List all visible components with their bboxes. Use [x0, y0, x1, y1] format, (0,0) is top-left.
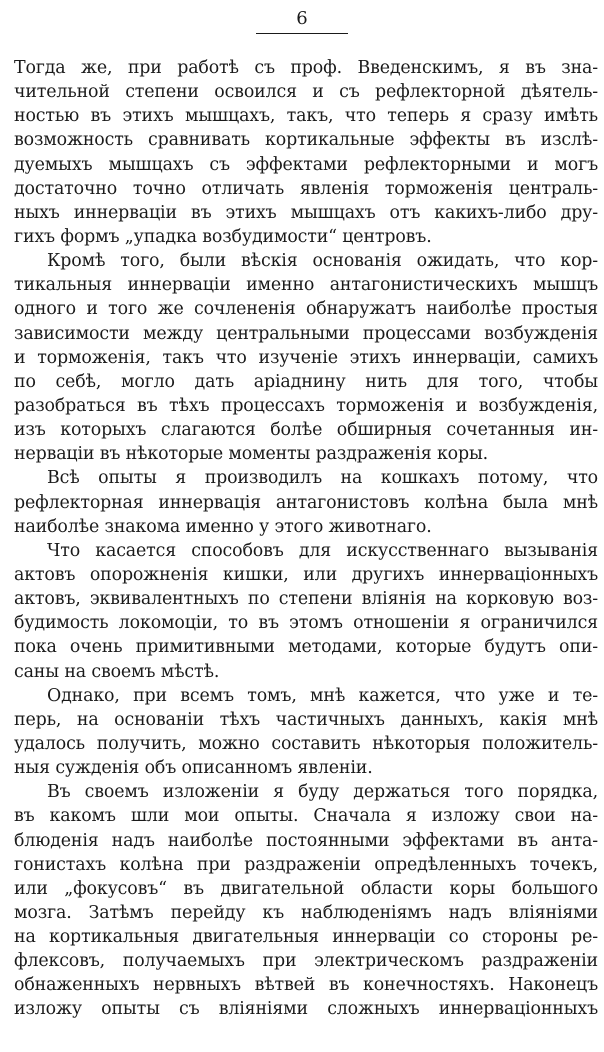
text-line: и торможенія, такъ что изученіе этихъ иннерваціи, самихъ — [14, 347, 598, 368]
text-line: по себѣ, могло дать аріаднину нить для того, чтобы — [14, 371, 598, 392]
text-line: возможность сравнивать кортикальные эффекты въ изслѣ- — [14, 130, 598, 151]
text-line: нерваціи въ нѣкоторые моменты раздраженія коры. — [14, 444, 489, 465]
text-line: Кромѣ того, были вѣскія основанія ожидать, что кор- — [47, 251, 598, 272]
text-line: изложу опыты съ вліяніями сложныхъ иннерваціонныхъ — [14, 999, 598, 1020]
text-line: ныя сужденія объ описанномъ явленіи. — [14, 758, 373, 779]
text-line: или „фокусовъ“ въ двигательной области коры большого — [14, 878, 598, 899]
page-number: 6 — [296, 8, 308, 29]
text-line: чительной степени освоился и съ рефлекторной дѣятель- — [14, 82, 598, 103]
text-line: изъ которыхъ слагаются болѣе обширныя сочетанныя ин- — [14, 420, 598, 441]
text-line: одного и того же сочлененія обнаружатъ наиболѣе простыя — [14, 299, 598, 320]
text-line: дуемыхъ мышцахъ съ эффектами рефлекторными и могъ — [14, 154, 598, 175]
header-rule — [256, 33, 348, 34]
text-line: гихъ формъ „упадка возбудимости“ центровъ. — [14, 226, 432, 247]
text-line: ныхъ иннерваціи въ этихъ мышцахъ отъ какихъ-либо дру- — [14, 202, 598, 223]
text-line: наиболѣе знакома именно у этого животнаго. — [14, 516, 432, 537]
text-line: достаточно точно отличать явленія торможенія централь- — [14, 178, 598, 199]
text-line: блюденія надъ наиболѣе постоянными эффектами въ анта- — [14, 830, 598, 851]
paragraph-6 — [14, 780, 598, 1021]
text-line: ностью въ этихъ мышцахъ, такъ, что теперь я сразу имѣть — [14, 106, 598, 127]
paragraph-1 — [14, 56, 598, 249]
text-line: саны на своемъ мѣстѣ. — [14, 661, 220, 682]
text-line: Всѣ опыты я производилъ на кошкахъ потому, что — [47, 468, 598, 489]
paragraph-5 — [14, 684, 598, 781]
text-line: актовъ, эквивалентныхъ по степени вліянія на корковую воз- — [14, 589, 598, 610]
text-line: гонистахъ колѣна при раздраженіи опредѣленныхъ точекъ, — [14, 854, 598, 875]
text-line: тикальныя иннерваціи именно антагонистическихъ мышцъ — [14, 275, 598, 296]
paragraph-3 — [14, 466, 598, 538]
text-line: рефлекторная иннервація антагонистовъ колѣна была мнѣ — [14, 492, 598, 513]
paragraph-4 — [14, 539, 598, 684]
text-line: перь, на основаніи тѣхъ частичныхъ данныхъ, какія мнѣ — [14, 709, 598, 730]
text-line: актовъ опорожненія кишки, или другихъ иннерваціонныхъ — [14, 564, 598, 585]
text-line: разобраться въ тѣхъ процессахъ торможенія и возбужденія, — [14, 395, 598, 416]
text-line: въ какомъ шли мои опыты. Сначала я изложу свои на- — [14, 806, 598, 827]
text-line: обнаженныхъ нервныхъ вѣтвей въ конечностяхъ. Наконецъ — [14, 975, 598, 996]
text-line: зависимости между центральными процессами возбужденія — [14, 323, 598, 344]
text-line: пока очень примитивными методами, которые будутъ опи- — [14, 637, 598, 658]
text-line: на кортикальныя двигательныя иннерваціи со стороны ре- — [14, 927, 598, 948]
text-line: мозга. Затѣмъ перейду къ наблюденіямъ надъ вліяніями — [14, 902, 598, 923]
text-line: удалось получить, можно составить нѣкоторыя положитель- — [14, 733, 598, 754]
text-line: флексовъ, получаемыхъ при электрическомъ раздраженіи — [14, 951, 598, 972]
body-text — [14, 56, 598, 1022]
text-line: Въ своемъ изложеніи я буду держаться того порядка, — [47, 782, 598, 803]
text-line: будимость локомоціи, то въ этомъ отношеніи я ограничился — [14, 613, 598, 634]
text-line: Что касается способовъ для искусственнаго вызыванія — [47, 540, 598, 561]
paragraph-2 — [14, 249, 598, 466]
text-line: Однако, при всемъ томъ, мнѣ кажется, что уже и те- — [47, 685, 598, 706]
text-line: Тогда же, при работѣ съ проф. Введенскимъ, я въ зна- — [14, 58, 598, 78]
